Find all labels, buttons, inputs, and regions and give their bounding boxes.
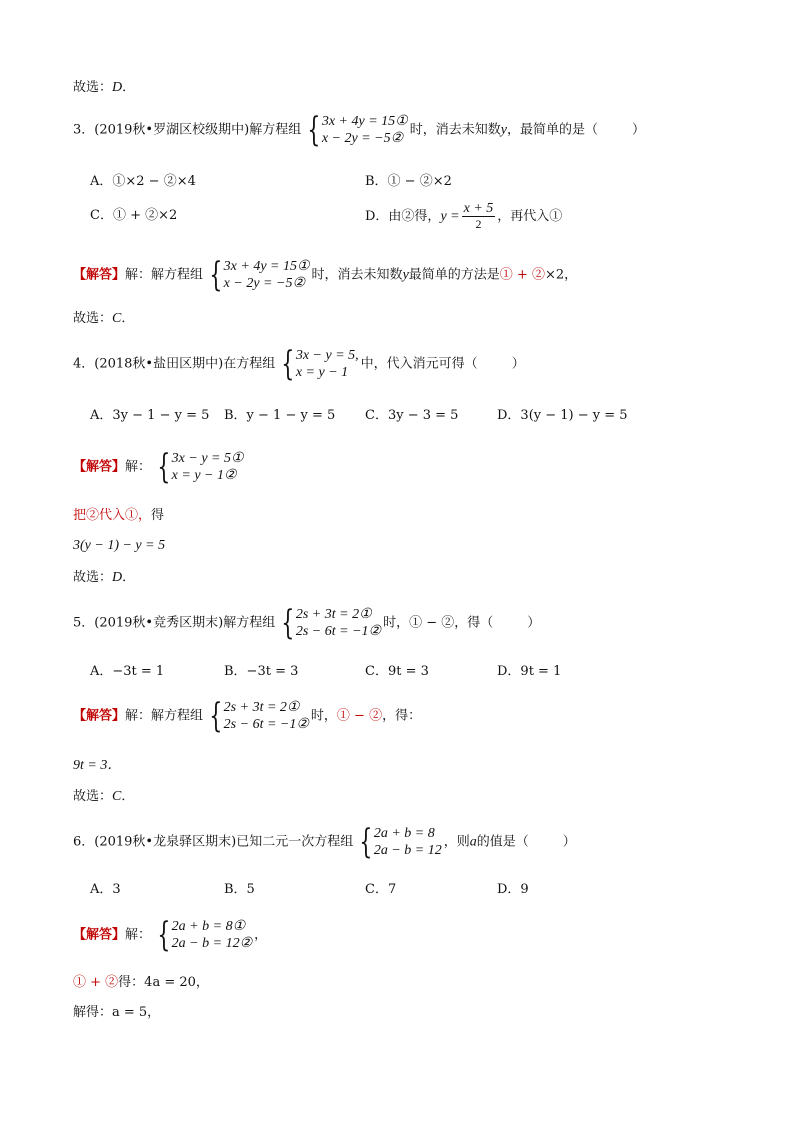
q6-stem-c: 的值是（ [476, 834, 529, 850]
q3-option-b[interactable]: B．① − ②×2 [365, 174, 452, 189]
q5-stem-b: 时，① − ②，得（ [383, 615, 494, 631]
q3-sol-a: 解：解方程组 [125, 267, 204, 283]
answer-end: ． [121, 311, 135, 326]
question-5 [73, 603, 541, 643]
q4-step2: 3(y − 1) − y = 5 [73, 538, 166, 553]
brace-icon: { [157, 447, 171, 487]
q3-var: y [500, 122, 507, 138]
q4-stem-a: 在方程组 [223, 356, 276, 372]
fraction-numerator: x + 5 [463, 201, 494, 216]
q3-sol-eq1: 3x + 4y = 15① [223, 259, 310, 274]
question-6 [73, 822, 576, 862]
q3-number: 3． [73, 122, 95, 138]
answer-label: 故选： [73, 570, 113, 585]
q5-sol-a: 解：解方程组 [125, 708, 204, 724]
q4-source: (2018秋•盐田区期中) [94, 356, 224, 372]
q4-eq1: 3x − y = 5, [295, 348, 359, 363]
brace-icon: { [359, 822, 373, 862]
brace-icon: { [209, 255, 223, 295]
q3-stem-a: 解方程组 [249, 122, 302, 138]
q3-answer [73, 310, 134, 328]
answer-letter: C [112, 789, 122, 804]
q4-equation-system [277, 344, 359, 384]
q3-opt-d-prefix: D．由②得， [365, 209, 441, 224]
answer-letter: D [112, 80, 123, 95]
q3-sol-c: 最简单的方法是 [408, 267, 500, 283]
q6-stem-a: 已知二元一次方程组 [236, 834, 354, 850]
q5-stem-a: 解方程组 [223, 615, 276, 631]
answer-letter: C [112, 311, 122, 326]
q6-eq2: 2a − b = 12 [373, 843, 442, 858]
q3-opt-d-y: y = [440, 209, 460, 224]
q3-sol-var: y [402, 267, 409, 283]
brace-icon: { [157, 915, 171, 955]
q3-solution [73, 255, 578, 295]
q6-step1 [73, 974, 209, 992]
answer-end: ． [121, 789, 135, 804]
q6-option-a[interactable]: A．3 [90, 882, 121, 897]
q6-step1-text: ① + ② [73, 975, 119, 990]
q5-eq1: 2s + 3t = 2① [295, 607, 372, 622]
question-4 [73, 344, 525, 384]
solution-tag: 【解答】 [73, 267, 126, 283]
q4-answer [73, 569, 135, 587]
q3-eq1: 3x + 4y = 15① [321, 114, 408, 129]
q5-equation-system [277, 603, 382, 643]
q6-option-c[interactable]: C．7 [365, 882, 397, 897]
answer-line-prev [73, 79, 135, 97]
q6-sol-system [153, 915, 253, 955]
q4-sol-eq1: 3x − y = 5① [171, 451, 244, 466]
q3-sol-eq2: x − 2y = −5② [223, 276, 305, 291]
q5-solution [73, 696, 422, 736]
q5-source: (2019秋•竞秀区期末) [94, 615, 224, 631]
q4-option-d[interactable]: D．3(y − 1) − y = 5 [497, 408, 628, 423]
brace-icon: { [281, 344, 295, 384]
q3-source: (2019秋•罗湖区校级期中) [94, 122, 250, 138]
q6-option-d[interactable]: D．9 [497, 882, 529, 897]
q4-step1-b: 得 [151, 508, 165, 523]
q6-sol-eq2: 2a − b = 12② [171, 936, 253, 951]
q6-eq1: 2a + b = 8 [373, 826, 435, 841]
q4-sol-a: 解： [125, 459, 152, 475]
q3-sol-b: 时，消去未知数 [311, 267, 403, 283]
q3-option-a[interactable]: A．①×2 − ②×4 [90, 174, 196, 189]
q4-sol-eq2: x = y − 1② [171, 468, 237, 483]
brace-icon: { [307, 110, 321, 150]
q5-option-c[interactable]: C．9t = 3 [365, 664, 429, 679]
q3-stem-b: 时，消去未知数 [409, 122, 501, 138]
q4-solution [73, 447, 246, 487]
q3-equation-system [303, 110, 408, 150]
q6-step1-b: 得：4a = 20， [118, 975, 209, 990]
q5-sol-b: 时， [310, 708, 337, 724]
question-3 [73, 110, 645, 150]
q5-sol-system [205, 696, 309, 736]
q6-sol-a: 解： [125, 927, 152, 943]
answer-end: ． [122, 570, 136, 585]
q5-stem-c: ） [527, 615, 541, 631]
q3-opt-d-suffix: ，再代入① [497, 209, 563, 224]
brace-icon: { [209, 696, 223, 736]
q3-stem-d: ） [631, 122, 645, 138]
q5-sol-d: ，得： [382, 708, 422, 724]
q4-option-c[interactable]: C．3y − 3 = 5 [365, 408, 459, 423]
answer-label: 故选： [73, 80, 113, 95]
fraction-denominator: 2 [475, 217, 482, 231]
q6-step2: 解得：a = 5， [73, 1005, 161, 1020]
q5-option-d[interactable]: D．9t = 1 [497, 664, 562, 679]
q4-option-b[interactable]: B．y − 1 − y = 5 [224, 408, 336, 423]
solution-tag: 【解答】 [73, 708, 126, 724]
q5-answer [73, 788, 134, 806]
q6-stem-d: ） [562, 834, 576, 850]
answer-label: 故选： [73, 789, 113, 804]
q5-result: 9t = 3． [73, 758, 122, 773]
q4-eq2: x = y − 1 [295, 365, 349, 380]
q6-stem-b: ，则 [443, 834, 470, 850]
q5-option-a[interactable]: A．−3t = 1 [90, 664, 165, 679]
answer-end: ． [122, 80, 136, 95]
q5-sol-c: ① − ② [336, 708, 383, 724]
q6-source: (2019秋•龙泉驿区期末) [94, 834, 237, 850]
q4-sol-system [153, 447, 244, 487]
q3-sol-d: ① + ② [499, 267, 545, 283]
q6-number: 6． [73, 834, 95, 850]
q5-sol-eq2: 2s − 6t = −1② [223, 717, 309, 732]
q6-option-b[interactable]: B．5 [224, 882, 255, 897]
q4-step1-text: 把②代入①， [73, 508, 152, 523]
q6-sol-eq1: 2a + b = 8① [171, 919, 246, 934]
q3-stem-c: ，最简单的是（ [506, 122, 598, 138]
q3-sol-system [205, 255, 310, 295]
q3-option-c[interactable]: C．① + ②×2 [90, 208, 178, 223]
solution-tag: 【解答】 [73, 927, 126, 943]
q5-option-b[interactable]: B．−3t = 3 [224, 664, 299, 679]
q6-sol-end: ， [254, 927, 268, 943]
q4-option-a[interactable]: A．3y − 1 − y = 5 [90, 408, 210, 423]
q3-opt-d-fraction [462, 202, 496, 231]
q5-sol-eq1: 2s + 3t = 2① [223, 700, 300, 715]
q6-var: a [469, 834, 477, 850]
q3-sol-e: ×2， [544, 267, 578, 283]
q4-step1 [73, 507, 164, 525]
answer-letter: D [112, 570, 123, 585]
q3-option-d[interactable] [365, 202, 562, 231]
q3-eq2: x − 2y = −5② [321, 131, 404, 146]
answer-label: 故选： [73, 311, 113, 326]
q4-number: 4． [73, 356, 95, 372]
q5-eq2: 2s − 6t = −1② [295, 624, 382, 639]
q4-stem-c: ） [511, 356, 525, 372]
q4-stem-b: 中，代入消元可得（ [360, 356, 478, 372]
q5-number: 5． [73, 615, 95, 631]
q6-solution [73, 915, 268, 955]
brace-icon: { [281, 603, 295, 643]
q6-equation-system [355, 822, 442, 862]
solution-tag: 【解答】 [73, 459, 126, 475]
